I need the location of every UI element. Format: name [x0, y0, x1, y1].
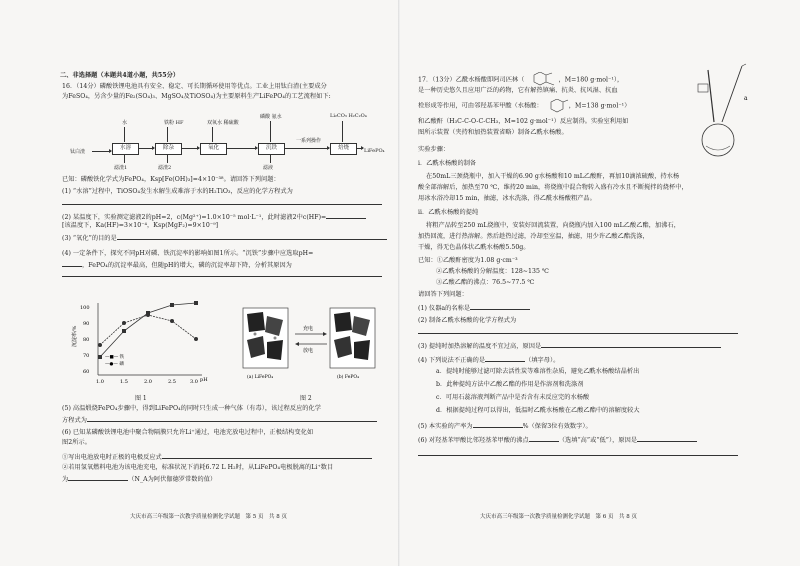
step-precipitate: 沉铁 — [258, 143, 285, 155]
fig1-point — [98, 355, 102, 359]
q16-part-6a: (6) 已知某磷酸铁锂电池中聚合物隔膜只允许Li⁺通过，电池充放电过程中，正极结构变化如 — [62, 429, 314, 436]
q17-line-1: 17．（13分）乙酰水杨酸即阿司匹林（ ，M=180 g·mol⁻¹）， — [418, 72, 623, 88]
octahedron — [247, 312, 265, 332]
fig1-ytick: 90 — [83, 321, 90, 327]
fig1-point — [170, 319, 174, 323]
residue-2: 滤渣2 — [158, 165, 172, 171]
fig2-label-a: (a) LiFePO₄ — [247, 375, 274, 380]
fig2-discharge: 放电 — [303, 348, 314, 354]
flow-arrow — [92, 151, 111, 152]
flow-vline — [124, 127, 125, 142]
step-1-line-3: 用冰水浴冷却15 min，抽滤，冰水洗涤，得乙酰水杨酸粗产品。 — [418, 195, 596, 202]
fig1-point — [194, 337, 198, 341]
steps-title: 实验步骤： — [418, 146, 450, 153]
q16-part-6e: 为 （N_A为阿伏伽德罗常数的值） — [62, 476, 217, 483]
q16-known: 已知：磷酸铁化学式为FePO₄，Ksp[Fe(OH)₃]=4×10⁻³⁸。请回答下列问题： — [62, 176, 280, 183]
three-neck-flask-apparatus — [670, 62, 760, 162]
q16-line-1: 16．（14分）磷酸铁锂电池具有安全、稳定、可长期循环使用等优点。工业上用钛白渣(主要成分 — [62, 83, 327, 90]
q17-line-3: 栓形成等作用，可由邻羟基苯甲酸（水杨酸： ，M=138 g·mol⁻¹） — [418, 99, 630, 113]
octahedron — [334, 312, 352, 332]
stopper — [698, 84, 708, 92]
aspirin-structure-icon — [526, 72, 558, 88]
fig1-xunit: pH — [200, 377, 208, 383]
flow-arrow — [226, 148, 257, 149]
figure-2-structure — [235, 300, 385, 390]
q16-part-6c: ①写出电池放电时正极的电极反应式 — [62, 452, 372, 462]
known-3: ③乙酸乙酯的沸点：76.5~77.5 ℃ — [436, 279, 535, 286]
fig1-point — [98, 343, 102, 347]
flow-arrow — [181, 148, 199, 149]
q16-part-1: (1) “水溶”过程中，TiOSO₄发生水解生成难溶于水的H₂TiO₃，反应的化学方程式为 — [62, 188, 293, 195]
flow-vline — [342, 121, 343, 142]
fig1-legend: —■— 铁 — [105, 355, 125, 360]
fig2-label-b: (b) FePO₄ — [337, 375, 359, 380]
reagent-fe-hf: 铁粉 HF — [164, 120, 184, 126]
liquid-level — [706, 146, 730, 150]
exam-page-6 — [400, 0, 800, 566]
charge-arrowhead — [323, 332, 327, 336]
flow-vline — [124, 154, 125, 163]
q16-answer-line — [62, 270, 382, 280]
q16-answer-line — [62, 198, 382, 208]
flow-arrow — [138, 148, 154, 149]
li-ion — [254, 333, 257, 336]
q16-line-2: 为FeSO₄，另含少量的Fe₂(SO₄)₃、MgSO₄及TiOSO₄)为主要原料生产LiFePO₄的工艺流程如下: — [62, 93, 331, 100]
fig1-ylabel: 沉淀率/% — [72, 325, 78, 347]
q16-part-6d: ②若用氢氧燃料电池为该电池充电，标准状况下消耗6.72 L H₂时，从LiFePO₄电极脱离的Li⁺数目 — [62, 464, 334, 471]
q17-part-6: (6) 对羟基苯甲酸比邻羟基苯甲酸的沸点 （选填“高”或“低”），原因是 — [418, 435, 697, 445]
condenser — [708, 70, 714, 122]
flow-vline — [212, 127, 213, 142]
reagent-phosphoric: 磷酸 氨水 — [260, 114, 282, 120]
step-oxidize: 氧化 — [200, 143, 227, 155]
q17-part-5: (5) 本实验的产率为 %（保留3位有效数字）。 — [418, 423, 592, 430]
fig2-charge: 充电 — [303, 326, 314, 332]
q17-part-4: (4) 下列说法不正确的是 （填字母）。 — [418, 357, 560, 364]
reagent-series: 一系列操作 — [296, 138, 322, 144]
q16-part-2: (2) 某温度下，实验测定滤液2的pH=2，c(Mg²⁺)=1.0×10⁻⁵ mol·L⁻¹，此时滤液2中c(HF)= — [62, 212, 366, 222]
octahedron — [354, 340, 370, 360]
filtrate: 滤液 — [263, 165, 274, 171]
reagent-h2o2: 双氧水 稀硫酸 — [207, 120, 239, 126]
fig1-series-phosphorus — [100, 315, 196, 345]
salicylic-structure-icon — [545, 99, 569, 113]
figure-1-chart — [70, 295, 210, 395]
step-2-line-3: 干燥，得无色晶体状乙酰水杨酸5.50g。 — [418, 244, 530, 251]
q17-option-d: d．根据提纯过程可以得出，低温时乙酰水杨酸在乙酸乙酯中的溶解度较大 — [436, 407, 640, 414]
li-ion — [274, 337, 277, 340]
step-dissolve: 水溶 — [112, 143, 139, 155]
fig1-xtick: 1.0 — [96, 379, 104, 385]
step-roast: 焙烧 — [330, 143, 357, 155]
known-2: ②乙酰水杨酸的分解温度：128~135 ℃ — [436, 268, 549, 275]
flow-vline — [270, 154, 271, 163]
q17-part-2: (2) 制备乙酰水杨酸的化学方程式为 — [418, 317, 517, 324]
flow-vline — [167, 154, 168, 163]
step-purify: 除杂 — [155, 143, 182, 155]
q16-part-4a: (4) 一定条件下，探究不同pH对磷、铁沉淀率的影响如图1所示。“沉铁”步骤中应选取pH= — [62, 250, 314, 257]
fig1-xtick: 2.0 — [144, 379, 152, 385]
fig1-caption: 图 1 — [135, 395, 147, 402]
q17-line-4: 和乙酸酐（H₃C-C-O-C-CH₃，M=102 g·mol⁻¹）反应制得。实验室利用如 — [418, 118, 629, 125]
known-1: 已知：①乙酸酐密度为1.08 g·cm⁻³ — [418, 257, 518, 264]
q17-option-a: a．提纯时能够过滤可除去活性炭等难溶性杂质，避免乙酰水杨酸结晶析出 — [436, 368, 640, 375]
flask — [702, 124, 734, 156]
q17-line-2: 是一种历史悠久且应用广泛的药物，它有解热镇痛、抗炎、抗风湿、抗血 — [418, 87, 618, 94]
q17-line-5: 图所示装置（夹持和加热装置省略）制备乙酰水杨酸。 — [418, 129, 568, 136]
q17-answer-line — [418, 449, 738, 459]
step-2-line-1: 将粗产品转至250 mL烧瓶中，安装好回流装置，向烧瓶内加入100 mL乙酸乙酯，加沸石， — [426, 222, 680, 229]
fig1-point — [146, 313, 150, 317]
q17-answer-line — [418, 327, 738, 337]
thermometer — [722, 66, 742, 122]
flow-start: 钛白渣 — [70, 149, 86, 155]
fig1-ytick: 100 — [80, 305, 90, 311]
q17-option-b: b．此种提纯方法中乙酸乙酯的作用是作溶剂和洗涤剂 — [436, 381, 584, 388]
fig1-xtick: 2.5 — [168, 379, 176, 385]
octahedron — [267, 340, 283, 360]
fig1-point — [194, 301, 198, 305]
q17-part-3: (3) 提纯时加热溶解的温度不宜过高，原因是 — [418, 341, 721, 351]
step-2-line-2: 加热回流，进行热溶解。然后趁热过滤，冷却至室温，抽滤，用少许乙酸乙酯洗涤， — [418, 233, 649, 240]
fig1-point — [122, 329, 126, 333]
apparatus-label-a: a — [744, 95, 748, 102]
step-1-line-2: 酸全部溶解后，加热至70 ℃，维持20 min，将烧瓶中混合物转入盛有冷水且不断搅拌的烧杯中， — [418, 184, 688, 191]
q17-option-c: c．可用石蕊溶液判断产品中是否含有未反应完的水杨酸 — [436, 394, 590, 401]
q16-part-2-note: [该温度下，Ka(HF)=3×10⁻⁴，Ksp(MgF₂)=9×10⁻⁹] — [62, 222, 219, 229]
page-footer: 大庆市高三年级第一次教学质量检测化学试题 第 6 页 共 8 页 — [480, 514, 637, 520]
fig1-ytick: 70 — [83, 353, 90, 359]
step-1-line-1: 在50mL三颈烧瓶中，加入干燥的6.90 g水杨酸和10 mL乙酸酐，再加10滴浓硫酸，持水杨 — [426, 173, 680, 180]
fig1-point — [122, 321, 126, 325]
flow-vline — [270, 121, 271, 142]
flow-arrow — [356, 148, 363, 149]
q16-part-5b: 方程式为 — [62, 415, 377, 425]
q17-part-1: (1) 仪器a的名称是 — [418, 303, 530, 313]
fig1-point — [170, 303, 174, 307]
residue-1: 滤渣1 — [114, 165, 128, 171]
page-footer: 大庆市高三年级第一次教学质量检测化学试题 第 5 页 共 8 页 — [130, 514, 287, 520]
step-1-title: i．乙酰水杨酸的制备 — [418, 160, 477, 167]
discharge-arrowhead — [295, 342, 299, 346]
flow-product: LiFePO₄ — [364, 148, 385, 154]
flow-arrow — [284, 148, 329, 149]
section-title: 二、非选择题（本题共4道小题，共55分） — [60, 72, 180, 79]
q16-part-5a: (5) 高温煅烧FePO₄步骤中，得到LiFePO₄的同时只生成一种气体（有毒），该过程反应的化学 — [62, 405, 322, 412]
ask-title: 请回答下列问题： — [418, 291, 468, 298]
step-2-title: ii．乙酰水杨酸的提纯 — [418, 209, 479, 216]
fig2-caption: 图 2 — [300, 395, 312, 402]
reagent-li2co3: Li₂CO₃ H₂C₂O₄ — [330, 113, 367, 119]
q16-part-3: (3) “氧化”的目的是 — [62, 233, 387, 243]
fig1-ytick: 80 — [83, 337, 90, 343]
flow-vline — [167, 127, 168, 142]
q16-part-4b: ，FePO₄的沉淀率最高，但随pH的增大，磷的沉淀率却下降，分析其原因为 — [62, 260, 292, 270]
fig1-legend: —●— 磷 — [105, 362, 124, 367]
fig1-xtick: 1.5 — [120, 379, 128, 385]
fig1-ytick: 60 — [83, 369, 90, 375]
reagent-water: 水 — [122, 120, 128, 126]
fig1-xtick: 3.0 — [190, 379, 198, 385]
q16-part-6b: 图2所示。 — [62, 439, 91, 446]
